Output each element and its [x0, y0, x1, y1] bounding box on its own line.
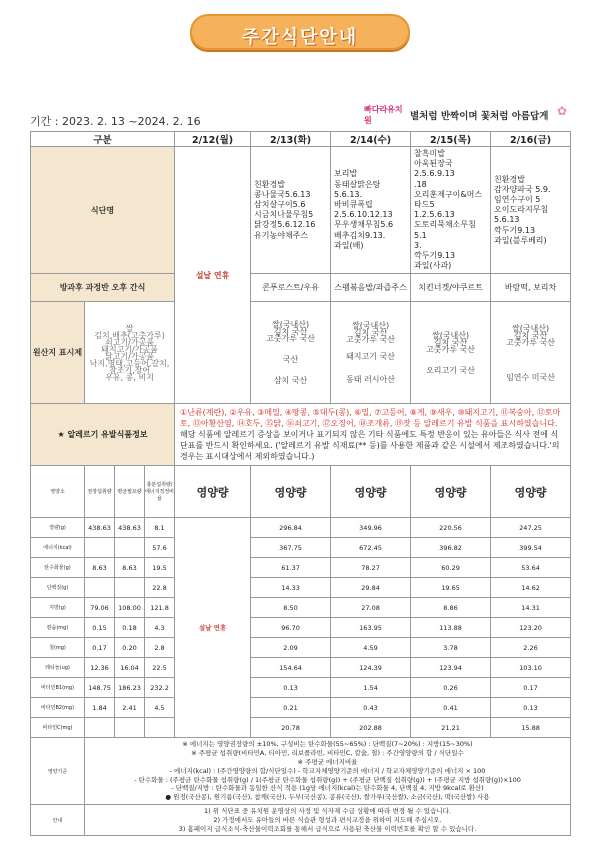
origin-item: 쌀(국내산)	[271, 320, 310, 330]
nutrient-value: 15.88	[491, 718, 571, 738]
amount-header: 영양량	[331, 466, 411, 518]
amount-header: 영양량	[251, 466, 331, 518]
nutrient-name: 에너지(kcal)	[31, 538, 85, 558]
origin-category: 돼지고기/가공품	[101, 344, 158, 354]
nutrient-ref	[115, 538, 145, 558]
nutrient-ref: 19.5	[145, 558, 175, 578]
snack-friday: 바람떡, 보리차	[491, 274, 571, 302]
nutrient-ref: 108.00	[115, 598, 145, 618]
nutrient-ref: 79.06	[85, 598, 115, 618]
amount-header: 영양량	[175, 466, 251, 518]
nutrient-value: 349.96	[331, 518, 411, 538]
nutrient-ref: 438.63	[85, 518, 115, 538]
nutrient-value: 78.27	[331, 558, 411, 578]
amount-header: 영양량	[411, 466, 491, 518]
menu-item: 유기농야채주스	[254, 230, 309, 240]
nutrient-value: 14.33	[251, 578, 331, 598]
origin-thursday	[411, 302, 491, 404]
meal-friday	[491, 147, 571, 274]
nutrient-ref: 16.04	[115, 658, 145, 678]
origin-item: 동태 러시아산	[346, 375, 395, 385]
nutrition-row	[31, 558, 571, 578]
origin-item: 오리고기 국산	[426, 365, 475, 375]
note-line: 3) 홈페이지 급식소식-축산물이력조회를 통해서 급식으로 사용된 축산물 이력번호를 확인 할 수 있습니다.	[178, 824, 477, 833]
nutrient-value: 8.86	[411, 598, 491, 618]
nutrient-value: 1.54	[331, 678, 411, 698]
snack-thursday: 치킨너겟/야쿠르트	[411, 274, 491, 302]
day-header: 2/12(월)	[175, 132, 251, 147]
nutrient-value: 154.64	[251, 658, 331, 678]
origin-item: 쌀(국내산)	[351, 321, 390, 331]
nutrient-value: 220.56	[411, 518, 491, 538]
meal-wednesday	[331, 147, 411, 274]
origin-item: 김치 국산	[273, 327, 308, 337]
nutrient-name: 칼슘(mg)	[31, 618, 85, 638]
menu-item: 깍두기9.13	[414, 251, 456, 261]
note-line: 1) 위 식단표 중 유치원 운영상의 사정 및 식자재 수급 상황에 따라 변경 될 수 있습니다.	[204, 807, 451, 816]
nutrient-value: 202.88	[331, 718, 411, 738]
nutrient-name: 단백질(g)	[31, 578, 85, 598]
ear-header: 평균필요량	[115, 466, 145, 518]
nutrient-ref: 232.2	[145, 678, 175, 698]
guide-row	[31, 805, 571, 836]
note-line: 2) 가정에서도 유아들의 바른 식습관 형성과 편식교정을 위하여 지도해 주십시오.	[213, 815, 442, 824]
origin-item: 돼지고기 국산	[346, 352, 395, 362]
guide-label: 안내	[31, 805, 85, 836]
nutrient-value: 14.31	[491, 598, 571, 618]
menu-item: 오리훈제구이&머스	[414, 189, 483, 199]
nutrient-ref	[115, 718, 145, 738]
menu-item: 2.5.6.10.12.13	[334, 210, 393, 220]
nutrient-value: 29.84	[331, 578, 411, 598]
nutrient-value: 0.41	[411, 698, 491, 718]
nutrition-row	[31, 618, 571, 638]
menu-item: 콩나물국5.6.13	[254, 189, 311, 199]
menu-item: 시금치나물무침5	[254, 210, 314, 220]
nutrient-value: 3.78	[411, 638, 491, 658]
menu-item: 타드5	[414, 200, 435, 210]
allergy-label: ★ 알레르기 유발식품정보	[31, 404, 175, 466]
day-header: 2/15(목)	[411, 132, 491, 147]
nutrient-value: 247.25	[491, 518, 571, 538]
menu-item: 배추김치9.13.	[334, 230, 386, 240]
origin-item: 고춧가루 국산	[506, 337, 555, 347]
meal-tuesday	[251, 147, 331, 274]
nutrient-value: 123.20	[491, 618, 571, 638]
nutrient-value: 21.21	[411, 718, 491, 738]
nutrient-ref: 8.1	[145, 518, 175, 538]
origin-item: 국산	[282, 355, 299, 365]
nutrient-ref: 12.36	[85, 658, 115, 678]
menu-item: 아욱된장국2.5.6.9.13	[414, 159, 455, 179]
nutrient-name: 비타민C(mg)	[31, 718, 85, 738]
origin-category: 우유, 콩, 비지	[105, 372, 154, 382]
menu-item: 임연수구이 5	[494, 194, 541, 204]
origin-item: 삼치 국산	[273, 376, 308, 386]
nutrient-value: 123.94	[411, 658, 491, 678]
nutrient-value: 60.29	[411, 558, 491, 578]
nutrient-value: 8.50	[251, 598, 331, 618]
origin-category: 닭고기/가공품	[104, 351, 155, 361]
nutrient-name: 지방(g)	[31, 598, 85, 618]
day-header: 2/16(금)	[491, 132, 571, 147]
nutrient-name: 철(mg)	[31, 638, 85, 658]
nutrient-ref: 438.63	[115, 518, 145, 538]
origin-tuesday	[251, 302, 331, 404]
nutrient-value: 0.26	[411, 678, 491, 698]
menu-item: 보리밥	[334, 169, 358, 179]
nutrient-ref: 22.5	[145, 658, 175, 678]
nutrient-value: 396.82	[411, 538, 491, 558]
holiday-text: 설날 연휴	[198, 624, 227, 633]
nutrient-value: 19.65	[411, 578, 491, 598]
nutrient-ref: 8.63	[85, 558, 115, 578]
note-line: - 에너지(kcal) : (주간영양량의 합/식단일수) - 학교자체영양기준의 에너지 / 학교자체영양기준의 에너지 × 100	[169, 766, 486, 775]
kindergarten-logo: 빠다라유치원	[364, 105, 403, 125]
menu-item: 무우생채무침5.6	[334, 220, 394, 230]
holiday-nutrition	[175, 518, 251, 738]
meal-label: 식단명	[31, 147, 175, 274]
origin-category: 쇠고기/가공품	[104, 337, 155, 347]
nutrition-notes	[85, 738, 571, 805]
nutrient-ref: 4.5	[145, 698, 175, 718]
origin-friday	[491, 302, 571, 404]
meal-thursday	[411, 147, 491, 274]
nutrient-ref: 0.15	[85, 618, 115, 638]
nutrient-value: 367.75	[251, 538, 331, 558]
allergy-note: 해당 식품에 알레르기 증상을 보이거나 표기되지 않은 기타 식품에도 특정 반응이 있는 유아들은 식사 전에 식단표를 반드시 확인하세요. ('알레르기 유발 식재료(** 등)를 사용한 제품과 같은 시설에서 제조하였습니다.'의 경우는 표시대상에서 제외하였습니다.)	[180, 430, 560, 462]
title-banner	[190, 14, 410, 50]
page-title: 주간식단안내	[241, 27, 359, 48]
period-text: 기간 : 2023. 2. 13 ~2024. 2. 16	[30, 115, 201, 128]
nutrient-ref: 57.6	[145, 538, 175, 558]
nutrient-name: 레티놀(ug)	[31, 658, 85, 678]
origin-category: 낙지,명태,고등어,갈치,참조기,장어	[89, 358, 170, 375]
menu-item: 도토리묵채소무침5.1	[414, 220, 476, 240]
menu-item: 친환경밥	[494, 174, 525, 184]
menu-header-row	[31, 132, 571, 147]
origin-item: 김치 국산	[513, 330, 548, 340]
holiday-text: 설날 연휴	[195, 270, 230, 280]
note-line: - 단백질/지방 : 탄수화물과 동일한 산식 적용 (1g당 에너지(kcal)는 탄수화물 4, 단백질 4, 지방 9kcal로 환산)	[171, 784, 484, 793]
nutrient-ref: 2.41	[115, 698, 145, 718]
nutrient-ref: 148.75	[85, 678, 115, 698]
origin-item: 김치 국산	[433, 337, 468, 347]
origin-category: 쌀	[125, 323, 134, 333]
guide-notes	[85, 805, 571, 836]
amount-header: 영양량	[491, 466, 571, 518]
nutrient-value: 0.13	[491, 698, 571, 718]
nutrient-name: 비타민B2(mg)	[31, 698, 85, 718]
menu-item: .18	[414, 179, 427, 189]
menu-item: 과일(사과)	[414, 261, 452, 271]
menu-item: 닭강정5.6.12.16	[254, 220, 316, 230]
nutrient-value: 2.09	[251, 638, 331, 658]
origin-item: 고춧가루 국산	[426, 344, 475, 354]
menu-item: 과일(블루베리)	[494, 235, 547, 245]
nutrient-ref: 8.63	[115, 558, 145, 578]
origin-item: 김치 국산	[353, 328, 388, 338]
category-header: 구분	[31, 132, 175, 147]
nutrient-value: 399.54	[491, 538, 571, 558]
nutrient-value: 163.95	[331, 618, 411, 638]
nutrient-value: 672.45	[331, 538, 411, 558]
nutrient-name: 탄수화물(g)	[31, 558, 85, 578]
nutrient-ref: 0.20	[115, 638, 145, 658]
flower-icon: ✿	[557, 104, 568, 118]
nutrient-value: 20.78	[251, 718, 331, 738]
nutrient-value: 0.13	[251, 678, 331, 698]
nutrition-row	[31, 598, 571, 618]
origin-item: 쌀(국내산)	[431, 330, 470, 340]
menu-item: 바비큐폭립	[334, 200, 373, 210]
nutrition-row	[31, 638, 571, 658]
nutrient-ref	[115, 578, 145, 598]
nutrient-name: 열량(g)	[31, 518, 85, 538]
nutrient-ref	[145, 718, 175, 738]
weekly-menu-table	[30, 131, 571, 836]
menu-item: 오이도라지무침5.6.13	[494, 205, 549, 225]
allergy-row	[31, 404, 571, 466]
nutrient-ref: 22.8	[145, 578, 175, 598]
note-line: ※ 에너지는 영양권장량의 ±10%, 구성비는 탄수화물(55~65%) : 단백질(7~20%) : 지방(15~30%)	[182, 740, 473, 749]
nutrient-ref: 186.23	[115, 678, 145, 698]
origin-label: 원산지 표시제	[31, 302, 85, 404]
snack-label: 방과후 과정반 오후 간식	[31, 274, 175, 302]
origin-category: 김치,배추(고춧가루)	[94, 330, 165, 340]
menu-item: 친환경밥	[254, 179, 285, 189]
allergy-info	[175, 404, 571, 466]
nutrient-ref: 4.3	[145, 618, 175, 638]
nutrient-ref: 0.18	[115, 618, 145, 638]
nutrient-ref: 2.8	[145, 638, 175, 658]
nutrition-row	[31, 718, 571, 738]
snack-tuesday: 콘푸로스트/우유	[251, 274, 331, 302]
note-line: ※ 주평균 섭취량(비타민A, 티아민, 리보플라빈, 비타민C, 칼슘, 철) : 주간영양량의 합 / 식단일수	[191, 749, 464, 758]
menu-item: 1.2.5.6.13	[414, 210, 455, 220]
nutrient-value: 96.70	[251, 618, 331, 638]
menu-item: 삼치살구이5.6	[254, 200, 306, 210]
origin-item: 쌀(국내산)	[511, 323, 550, 333]
nutrient-value: 4.59	[331, 638, 411, 658]
holiday-monday	[175, 147, 251, 404]
origin-categories	[85, 302, 175, 404]
note-line: - 탄수화물 : (주평균 탄수화물 섭취량(g) / 1(주평균 탄수화물 섭취량(g)) + (주평균 단백질 섭취량(g)) + (주평균 지방 섭취량(g))×100	[134, 775, 521, 784]
nutrient-value: 14.62	[491, 578, 571, 598]
note-line: ● 원정(국산콩), 원기름(국산), 참깨(국산), 두부(국산콩), 콩류(국산), 쌀가루(국산쌀), 소금(국산), 떡(국산쌀) 사용	[165, 793, 490, 802]
nutrient-value: 124.39	[331, 658, 411, 678]
menu-item: 감자양파국 5.9.	[494, 184, 551, 194]
nutrient-value: 0.17	[491, 678, 571, 698]
menu-item: 찰흑미밥	[414, 149, 445, 158]
nutrient-value: 0.21	[251, 698, 331, 718]
nutrition-row	[31, 678, 571, 698]
nutrient-value: 61.37	[251, 558, 331, 578]
nutrient-value: 27.08	[331, 598, 411, 618]
origin-row	[31, 302, 571, 404]
nutrient-header: 영양소	[31, 466, 85, 518]
day-header: 2/14(수)	[331, 132, 411, 147]
meal-row	[31, 147, 571, 274]
nutrient-name: 비타민B1(mg)	[31, 678, 85, 698]
origin-item: 고춧가루 국산	[346, 335, 395, 345]
menu-item: 깍두기9.13	[494, 225, 536, 235]
nutrient-ref: 1.84	[85, 698, 115, 718]
origin-wednesday	[331, 302, 411, 404]
slogan-text: 별처럼 반짝이며 꽃처럼 아름답게	[410, 111, 549, 122]
nutrient-ref: 0.17	[85, 638, 115, 658]
nutrition-row	[31, 538, 571, 558]
menu-item: 동태살맑은탕5.6.13.	[334, 179, 381, 199]
nutrition-notes-row	[31, 738, 571, 805]
nutrition-table	[31, 466, 571, 836]
day-header: 2/13(화)	[251, 132, 331, 147]
nutrient-value: 103.10	[491, 658, 571, 678]
nutrient-ref	[85, 578, 115, 598]
note-line: ※ 주평균 에너지비율	[297, 758, 358, 767]
nutrition-row	[31, 698, 571, 718]
nutrition-row	[31, 658, 571, 678]
nutrition-row	[31, 578, 571, 598]
nutrient-value: 0.43	[331, 698, 411, 718]
nutrient-value: 2.26	[491, 638, 571, 658]
nutrient-ref	[85, 538, 115, 558]
notes-label: 영양기준	[31, 738, 85, 805]
nutrient-ref	[85, 718, 115, 738]
nutrient-value: 113.88	[411, 618, 491, 638]
nutrition-row	[31, 518, 571, 538]
origin-item: 임연수 미국산	[506, 372, 555, 382]
snack-wednesday: 스팸볶음밥/과즙주스	[331, 274, 411, 302]
ai-header: 충분섭취량/에너지적정비율	[145, 466, 175, 518]
origin-item: 고춧가루 국산	[266, 334, 315, 344]
nutrient-value: 296.84	[251, 518, 331, 538]
menu-item: 과일(배)	[334, 240, 364, 250]
rda-header: 권장섭취량	[85, 466, 115, 518]
nutrient-value: 53.64	[491, 558, 571, 578]
menu-item: 3.	[414, 240, 422, 250]
nutrient-ref: 121.8	[145, 598, 175, 618]
allergy-list: ①난류(계란), ②우유, ③메밀, ④땅콩, ⑤대두(콩), ⑥밀, ⑦고등어, ⑧게, ⑨새우, ⑩돼지고기, ⑪복숭아, ⑫토마토, ⑬아황산염, ⑭호두, ⑮닭, ⑯쇠고기, ⑰오징어, ⑱조개류, ⑲잣 등 알레르기 유발 식품을 표시하였습니다.	[180, 408, 561, 429]
nutrition-header-row	[31, 466, 571, 518]
snack-row	[31, 274, 571, 302]
